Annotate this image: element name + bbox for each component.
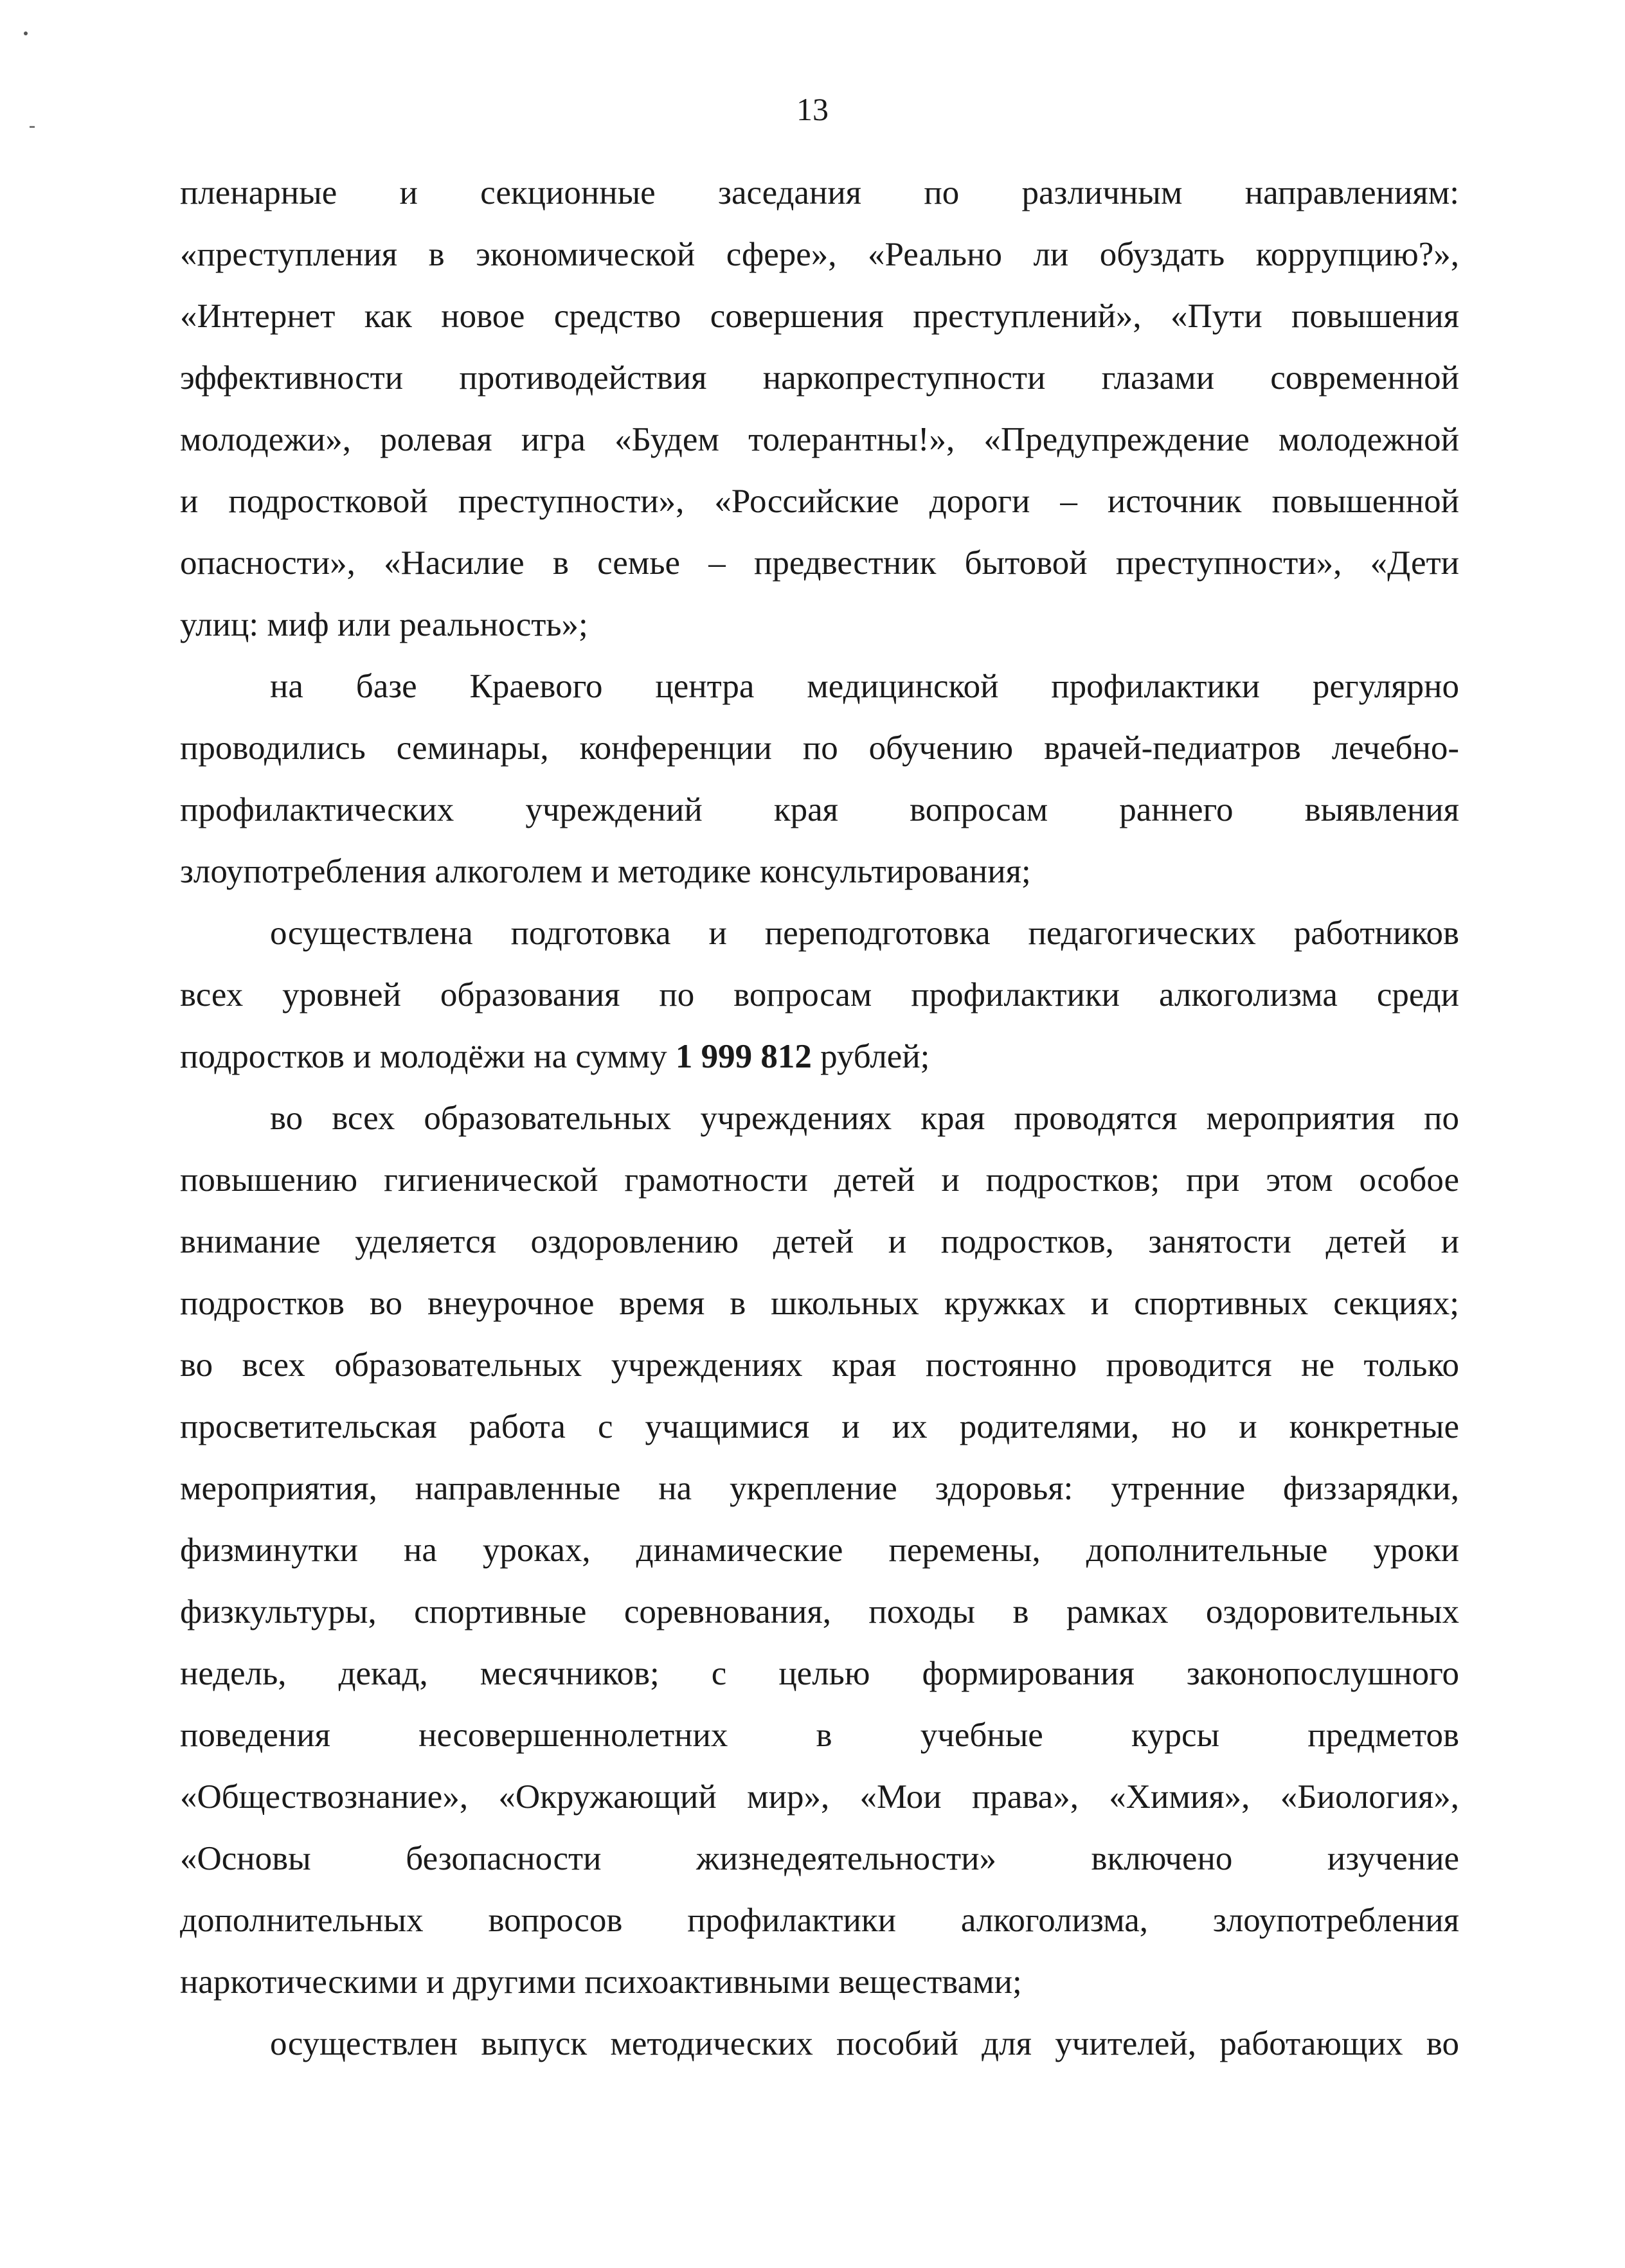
text-line: злоупотребления алкоголем и методике консультирования; [180, 853, 1031, 890]
text-line: улиц: миф или реальность»; [180, 606, 588, 643]
text-line: проводились семинары, конференции по обучению врачей-педиатров лечебно- [180, 729, 1459, 767]
text-line: внимание уделяется оздоровлению детей и подростков, занятости детей и [180, 1223, 1459, 1260]
paragraph-first-line: во всех образовательных учреждениях края проводятся мероприятия по [270, 1100, 1459, 1137]
document-body [180, 162, 1459, 2075]
text-line: повышению гигиенической грамотности детей и подростков; при этом особое [180, 1161, 1459, 1199]
amount-value: 1 999 812 [675, 1038, 812, 1075]
text-line: молодежи», ролевая игра «Будем толерантны!», «Предупреждение молодежной [180, 421, 1459, 458]
page-number: 13 [796, 91, 829, 127]
text-line: физминутки на уроках, динамические перемены, дополнительные уроки [180, 1531, 1459, 1569]
text-line: эффективности противодействия наркопреступности глазами современной [180, 359, 1459, 397]
text-line: подростков во внеурочное время в школьных кружках и спортивных секциях; [180, 1285, 1459, 1322]
text-fragment: подростков и молодёжи на сумму [180, 1038, 676, 1075]
text-line: дополнительных вопросов профилактики алкоголизма, злоупотребления [180, 1902, 1459, 1939]
text-line: профилактических учреждений края вопросам раннего выявления [180, 791, 1459, 828]
text-line: «Обществознание», «Окружающий мир», «Мои права», «Химия», «Биология», [180, 1778, 1459, 1816]
paragraph-first-line: осуществлена подготовка и переподготовка педагогических работников [270, 915, 1459, 952]
text-line: «Интернет как новое средство совершения преступлений», «Пути повышения [180, 298, 1459, 335]
text-line: и подростковой преступности», «Российские дороги – источник повышенной [180, 483, 1459, 520]
text-line: во всех образовательных учреждениях края постоянно проводится не только [180, 1346, 1459, 1384]
paragraph-first-line: осуществлен выпуск методических пособий для учителей, работающих во [270, 2025, 1459, 2062]
text-line: опасности», «Насилие в семье – предвестник бытовой преступности», «Дети [180, 544, 1459, 582]
text-line: пленарные и секционные заседания по различным направлениям: [180, 174, 1459, 211]
scan-speck [24, 31, 28, 35]
text-line: поведения несовершеннолетних в учебные курсы предметов [180, 1717, 1459, 1754]
text-fragment: рублей; [811, 1038, 930, 1075]
text-line: «Основы безопасности жизнедеятельности» включено изучение [180, 1840, 1459, 1877]
text-line: просветительская работа с учащимися и их родителями, но и конкретные [180, 1408, 1459, 1445]
text-line-with-amount [180, 1026, 1459, 1087]
text-line: мероприятия, направленные на укрепление здоровья: утренние физзарядки, [180, 1470, 1459, 1507]
text-line: наркотическими и другими психоактивными веществами; [180, 1963, 1022, 2001]
text-line: «преступления в экономической сфере», «Реально ли обуздать коррупцию?», [180, 236, 1459, 273]
paragraph-first-line: на базе Краевого центра медицинской профилактики регулярно [270, 668, 1459, 705]
text-line: физкультуры, спортивные соревнования, походы в рамках оздоровительных [180, 1593, 1459, 1630]
text-line: недель, декад, месячников; с целью формирования законопослушного [180, 1655, 1459, 1692]
text-line: всех уровней образования по вопросам профилактики алкоголизма среди [180, 976, 1459, 1013]
